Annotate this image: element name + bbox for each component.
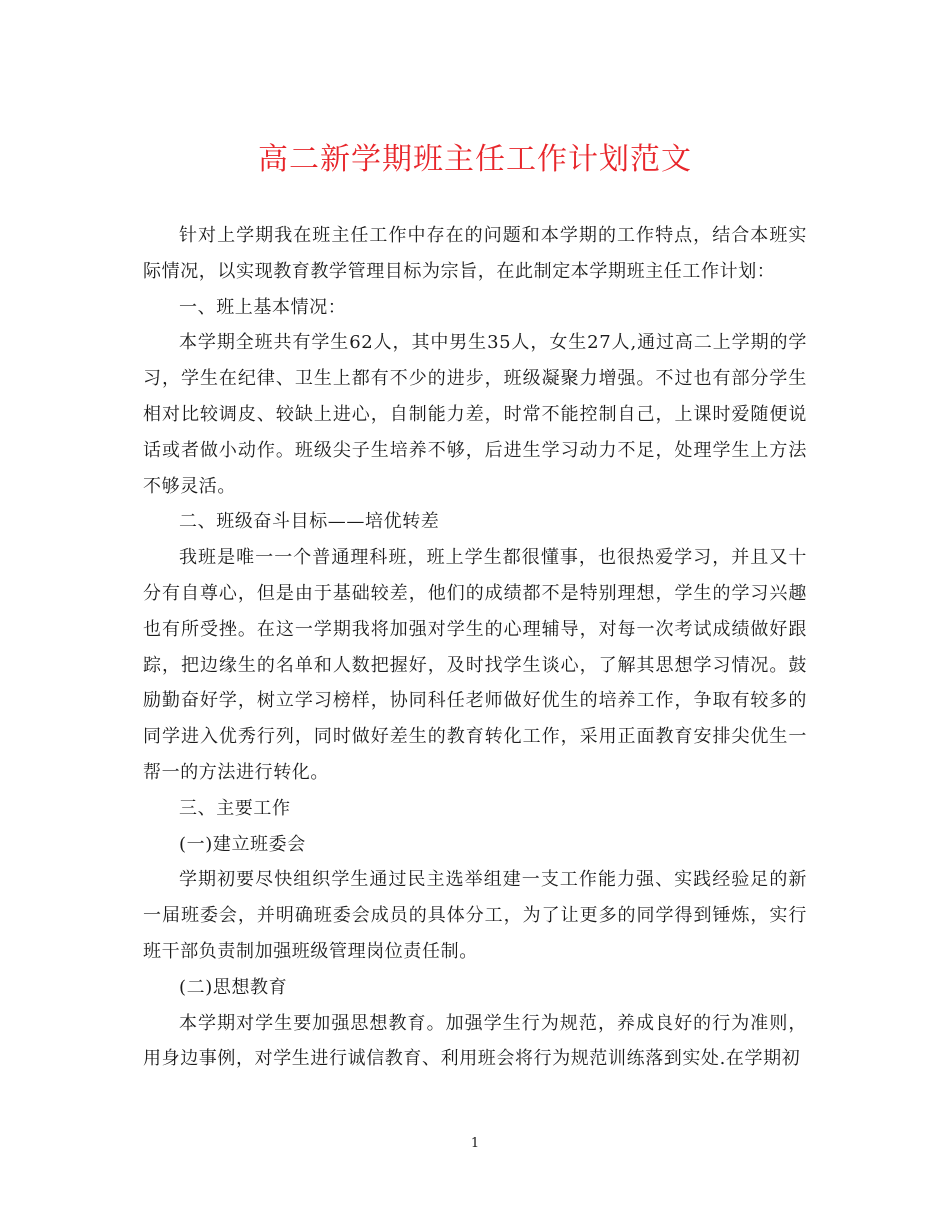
section-heading-basic-situation: 一、班上基本情况：	[179, 296, 347, 318]
section-heading-main-work: 三、主要工作	[179, 797, 291, 819]
page-number: 1	[470, 1136, 480, 1151]
subheading-class-committee: (一)建立班委会	[179, 833, 306, 855]
class-committee-paragraph: 学期初要尽快组织学生通过民主选举组建一支工作能力强、实践经验足的新一届班委会，并明确班委会成员的具体分工，为了让更多的同学得到锤炼，实行班干部负责制加强班级管理岗位责任制。	[143, 869, 807, 962]
document-title: 高二新学期班主任工作计划范文	[258, 142, 692, 177]
class-goal-paragraph: 我班是唯一一个普通理科班，班上学生都很懂事，也很热爱学习，并且又十分有自尊心，但是由于基础较差，他们的成绩都不是特别理想，学生的学习兴趣也有所受挫。在这一学期我将加强对学生的心理辅导，对每一次考试成绩做好跟踪，把边缘生的名单和人数把握好，及时找学生谈心，了解其思想学习情况。鼓励勤奋好学，树立学习榜样，协同科任老师做好优生的培养工作，争取有较多的同学进入优秀行列，同时做好差生的教育转化工作，采用正面教育安排尖优生一帮一的方法进行转化。	[143, 547, 807, 783]
subheading-ideological-education: (二)思想教育	[179, 976, 288, 998]
section-heading-class-goal: 二、班级奋斗目标——培优转差	[179, 511, 440, 533]
intro-paragraph: 针对上学期我在班主任工作中存在的问题和本学期的工作特点，结合本班实际情况，以实现教育教学管理目标为宗旨，在此制定本学期班主任工作计划：	[143, 225, 807, 282]
basic-situation-paragraph: 本学期全班共有学生62人，其中男生35人，女生27人,通过高二上学期的学习，学生在纪律、卫生上都有不少的进步，班级凝聚力增强。不过也有部分学生相对比较调皮、较缺上进心，自制能力差，时常不能控制自己，上课时爱随便说话或者做小动作。班级尖子生培养不够，后进生学习动力不足，处理学生上方法不够灵活。	[143, 332, 807, 497]
ideological-education-paragraph: 本学期对学生要加强思想教育。加强学生行为规范，养成良好的行为准则，用身边事例，对学生进行诚信教育、利用班会将行为规范训练落到实处.在学期初	[143, 1012, 807, 1070]
document-body	[143, 218, 807, 1077]
